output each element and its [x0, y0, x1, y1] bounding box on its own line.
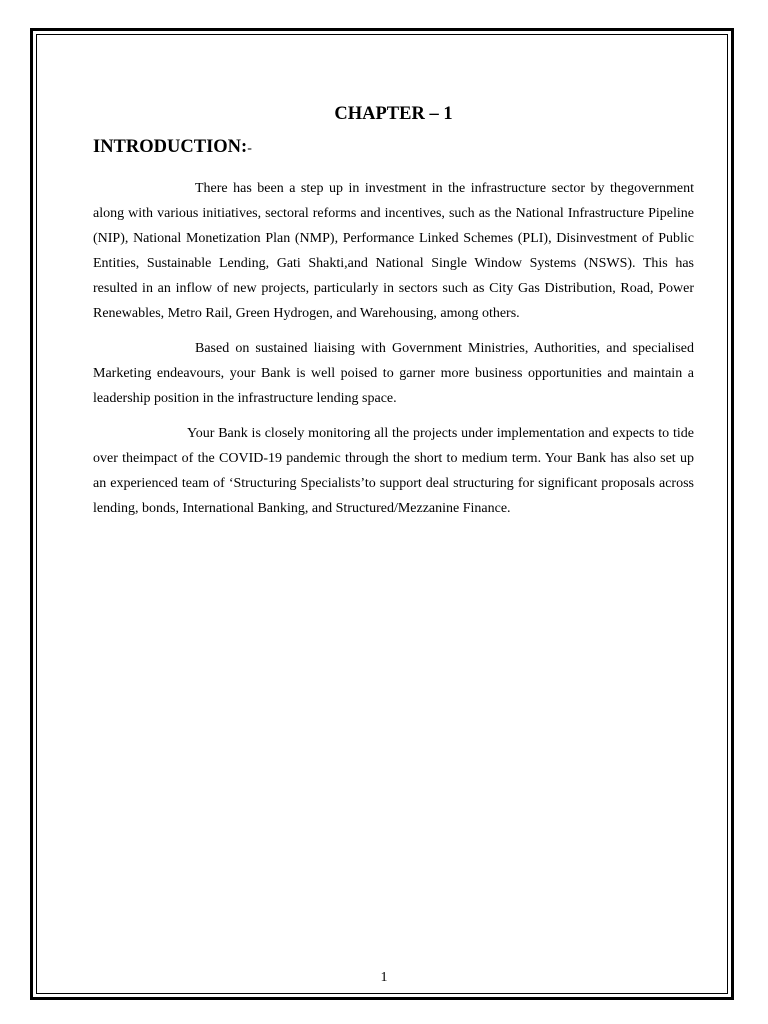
page-content: [93, 100, 694, 521]
page-number: 1: [380, 970, 388, 985]
paragraph-3: Your Bank is closely monitoring all the projects under implementation and expects to tide over theimpact of the COVID-19 pandemic through the short to medium term. Your Bank has also set up an experienced team of ‘Structuring Specialists’to support deal structuring for significant proposals across lending, bonds, International Banking, and Structured/Mezzanine Finance.: [93, 426, 694, 516]
paragraph-2: Based on sustained liaising with Government Ministries, Authorities, and specialised Marketing endeavours, your Bank is well poised to garner more business opportunities and maintain a leadership position in the infrastructure lending space.: [93, 341, 694, 406]
section-heading: [93, 132, 694, 164]
chapter-title: CHAPTER – 1: [334, 104, 453, 124]
section-heading-text: INTRODUCTION:: [93, 137, 248, 157]
paragraph-1: There has been a step up in investment in the infrastructure sector by thegovernment along with various initiatives, sectoral reforms and incentives, such as the National Infrastructure Pipeline (NIP), National Monetization Plan (NMP), Performance Linked Schemes (PLI), Disinvestment of Public Entities, Sustainable Lending, Gati Shakti,and National Single Window Systems (NSWS). This has resulted in an inflow of new projects, particularly in sectors such as City Gas Distribution, Road, Power Renewables, Metro Rail, Green Hydrogen, and Warehousing, among others.: [93, 181, 694, 321]
section-heading-dash: -: [247, 141, 252, 156]
